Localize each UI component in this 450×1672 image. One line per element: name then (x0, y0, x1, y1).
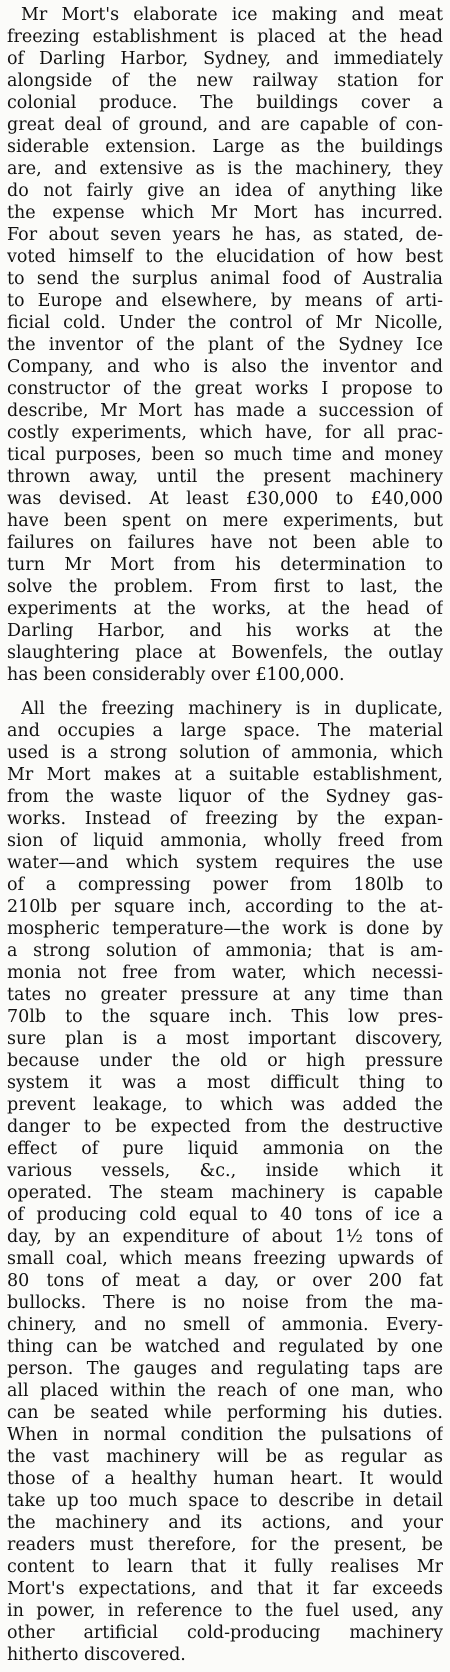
text-line: take up too much space to describe in detail (7, 1491, 443, 1511)
text-line: sion of liquid ammonia, wholly freed from (7, 831, 443, 851)
text-line: thrown away, until the present machinery (7, 467, 443, 487)
text-line: All the freezing machinery is in duplicate, (21, 699, 443, 719)
text-line: hitherto discovered. (7, 1645, 186, 1665)
text-line: tical purposes, been so much time and money (7, 445, 443, 465)
text-line: slaughtering place at Bowenfels, the outlay (7, 643, 443, 663)
text-line: of producing cold equal to 40 tons of ice a (7, 1205, 443, 1225)
text-line: used is a strong solution of ammonia, which (7, 743, 443, 763)
text-line: because under the old or high pressure (7, 1051, 443, 1071)
text-line: system it was a most difficult thing to (7, 1073, 443, 1093)
text-line: Mr Mort's elaborate ice making and meat (21, 5, 443, 25)
text-line: thing can be watched and regulated by one (7, 1337, 443, 1357)
text-line: bullocks. There is no noise from the ma- (7, 1293, 443, 1313)
text-line: works. Instead of freezing by the expan- (7, 809, 443, 829)
text-line: 210lb per square inch, according to the at- (7, 897, 443, 917)
text-line: sure plan is a most important discovery, (7, 1029, 443, 1049)
text-line: voted himself to the elucidation of how best (7, 247, 443, 267)
text-line: readers must therefore, for the present, be (7, 1535, 443, 1555)
text-line: constructor of the great works I propose to (7, 379, 443, 399)
text-line: are, and extensive as is the machinery, they (7, 159, 443, 179)
text-line: has been considerably over £100,000. (7, 665, 345, 685)
text-line: Company, and who is also the inventor and (7, 357, 443, 377)
text-line: describe, Mr Mort has made a succession of (7, 401, 443, 421)
text-line: For about seven years he has, as stated, de- (7, 225, 443, 245)
text-line: alongside of the new railway station for (7, 71, 443, 91)
text-line: Mr Mort makes at a suitable establishment, (7, 765, 443, 785)
text-line: operated. The steam machinery is capable (7, 1183, 443, 1203)
text-line: monia not free from water, which necessi- (7, 963, 443, 983)
text-line: to Europe and elsewhere, by means of arti- (7, 291, 443, 311)
text-line: siderable extension. Large as the buildings (7, 137, 443, 157)
text-line: a strong solution of ammonia; that is am- (7, 941, 443, 961)
text-line: have been spent on mere experiments, but (7, 511, 443, 531)
text-line: of Darling Harbor, Sydney, and immediately (7, 49, 443, 69)
text-line: person. The gauges and regulating taps are (7, 1359, 443, 1379)
text-line: day, by an expenditure of about 1½ tons of (7, 1227, 443, 1247)
text-line: solve the problem. From first to last, the (7, 577, 443, 597)
text-line: all placed within the reach of one man, who (7, 1381, 443, 1401)
text-line: small coal, which means freezing upwards of (7, 1249, 443, 1269)
text-line: turn Mr Mort from his determination to (7, 555, 443, 575)
text-line: Mort's expectations, and that it far exceeds (7, 1579, 443, 1599)
text-line: effect of pure liquid ammonia on the (7, 1139, 443, 1159)
text-line: in power, in reference to the fuel used, any (7, 1601, 443, 1621)
text-line: can be seated while performing his duties. (7, 1403, 443, 1423)
text-line: 80 tons of meat a day, or over 200 fat (7, 1271, 443, 1291)
text-line: and occupies a large space. The material (7, 721, 443, 741)
text-line: great deal of ground, and are capable of con- (7, 115, 443, 135)
text-line: Darling Harbor, and his works at the (7, 621, 443, 641)
text-line: the vast machinery will be as regular as (7, 1447, 443, 1467)
text-line: colonial produce. The buildings cover a (7, 93, 443, 113)
text-line: content to learn that it fully realises Mr (7, 1557, 443, 1577)
text-line: freezing establishment is placed at the head (7, 27, 443, 47)
text-line: danger to be expected from the destructive (7, 1117, 443, 1137)
text-line: tates no greater pressure at any time than (7, 985, 443, 1005)
text-line: chinery, and no smell of ammonia. Every- (7, 1315, 443, 1335)
text-line: When in normal condition the pulsations of (7, 1425, 443, 1445)
text-line: 70lb to the square inch. This low pres- (7, 1007, 443, 1027)
text-line: the machinery and its actions, and your (7, 1513, 443, 1533)
text-line: costly experiments, which have, for all prac- (7, 423, 443, 443)
text-line: prevent leakage, to which was added the (7, 1095, 443, 1115)
text-line: from the waste liquor of the Sydney gas- (7, 787, 443, 807)
text-line: other artificial cold-producing machinery (7, 1623, 443, 1643)
text-line: the inventor of the plant of the Sydney Ice (7, 335, 443, 355)
text-line: mospheric temperature—the work is done by (7, 919, 443, 939)
text-line: failures on failures have not been able to (7, 533, 443, 553)
text-line: of a compressing power from 180lb to (7, 875, 443, 895)
text-line: do not fairly give an idea of anything like (7, 181, 443, 201)
text-line: to send the surplus animal food of Australia (7, 269, 443, 289)
text-line: various vessels, &c., inside which it (7, 1161, 443, 1181)
text-line: was devised. At least £30,000 to £40,000 (7, 489, 443, 509)
text-line: those of a healthy human heart. It would (7, 1469, 443, 1489)
text-line: experiments at the works, at the head of (7, 599, 443, 619)
text-line: water—and which system requires the use (7, 853, 443, 873)
text-line: ficial cold. Under the control of Mr Nicolle, (7, 313, 443, 333)
text-line: the expense which Mr Mort has incurred. (7, 203, 443, 223)
